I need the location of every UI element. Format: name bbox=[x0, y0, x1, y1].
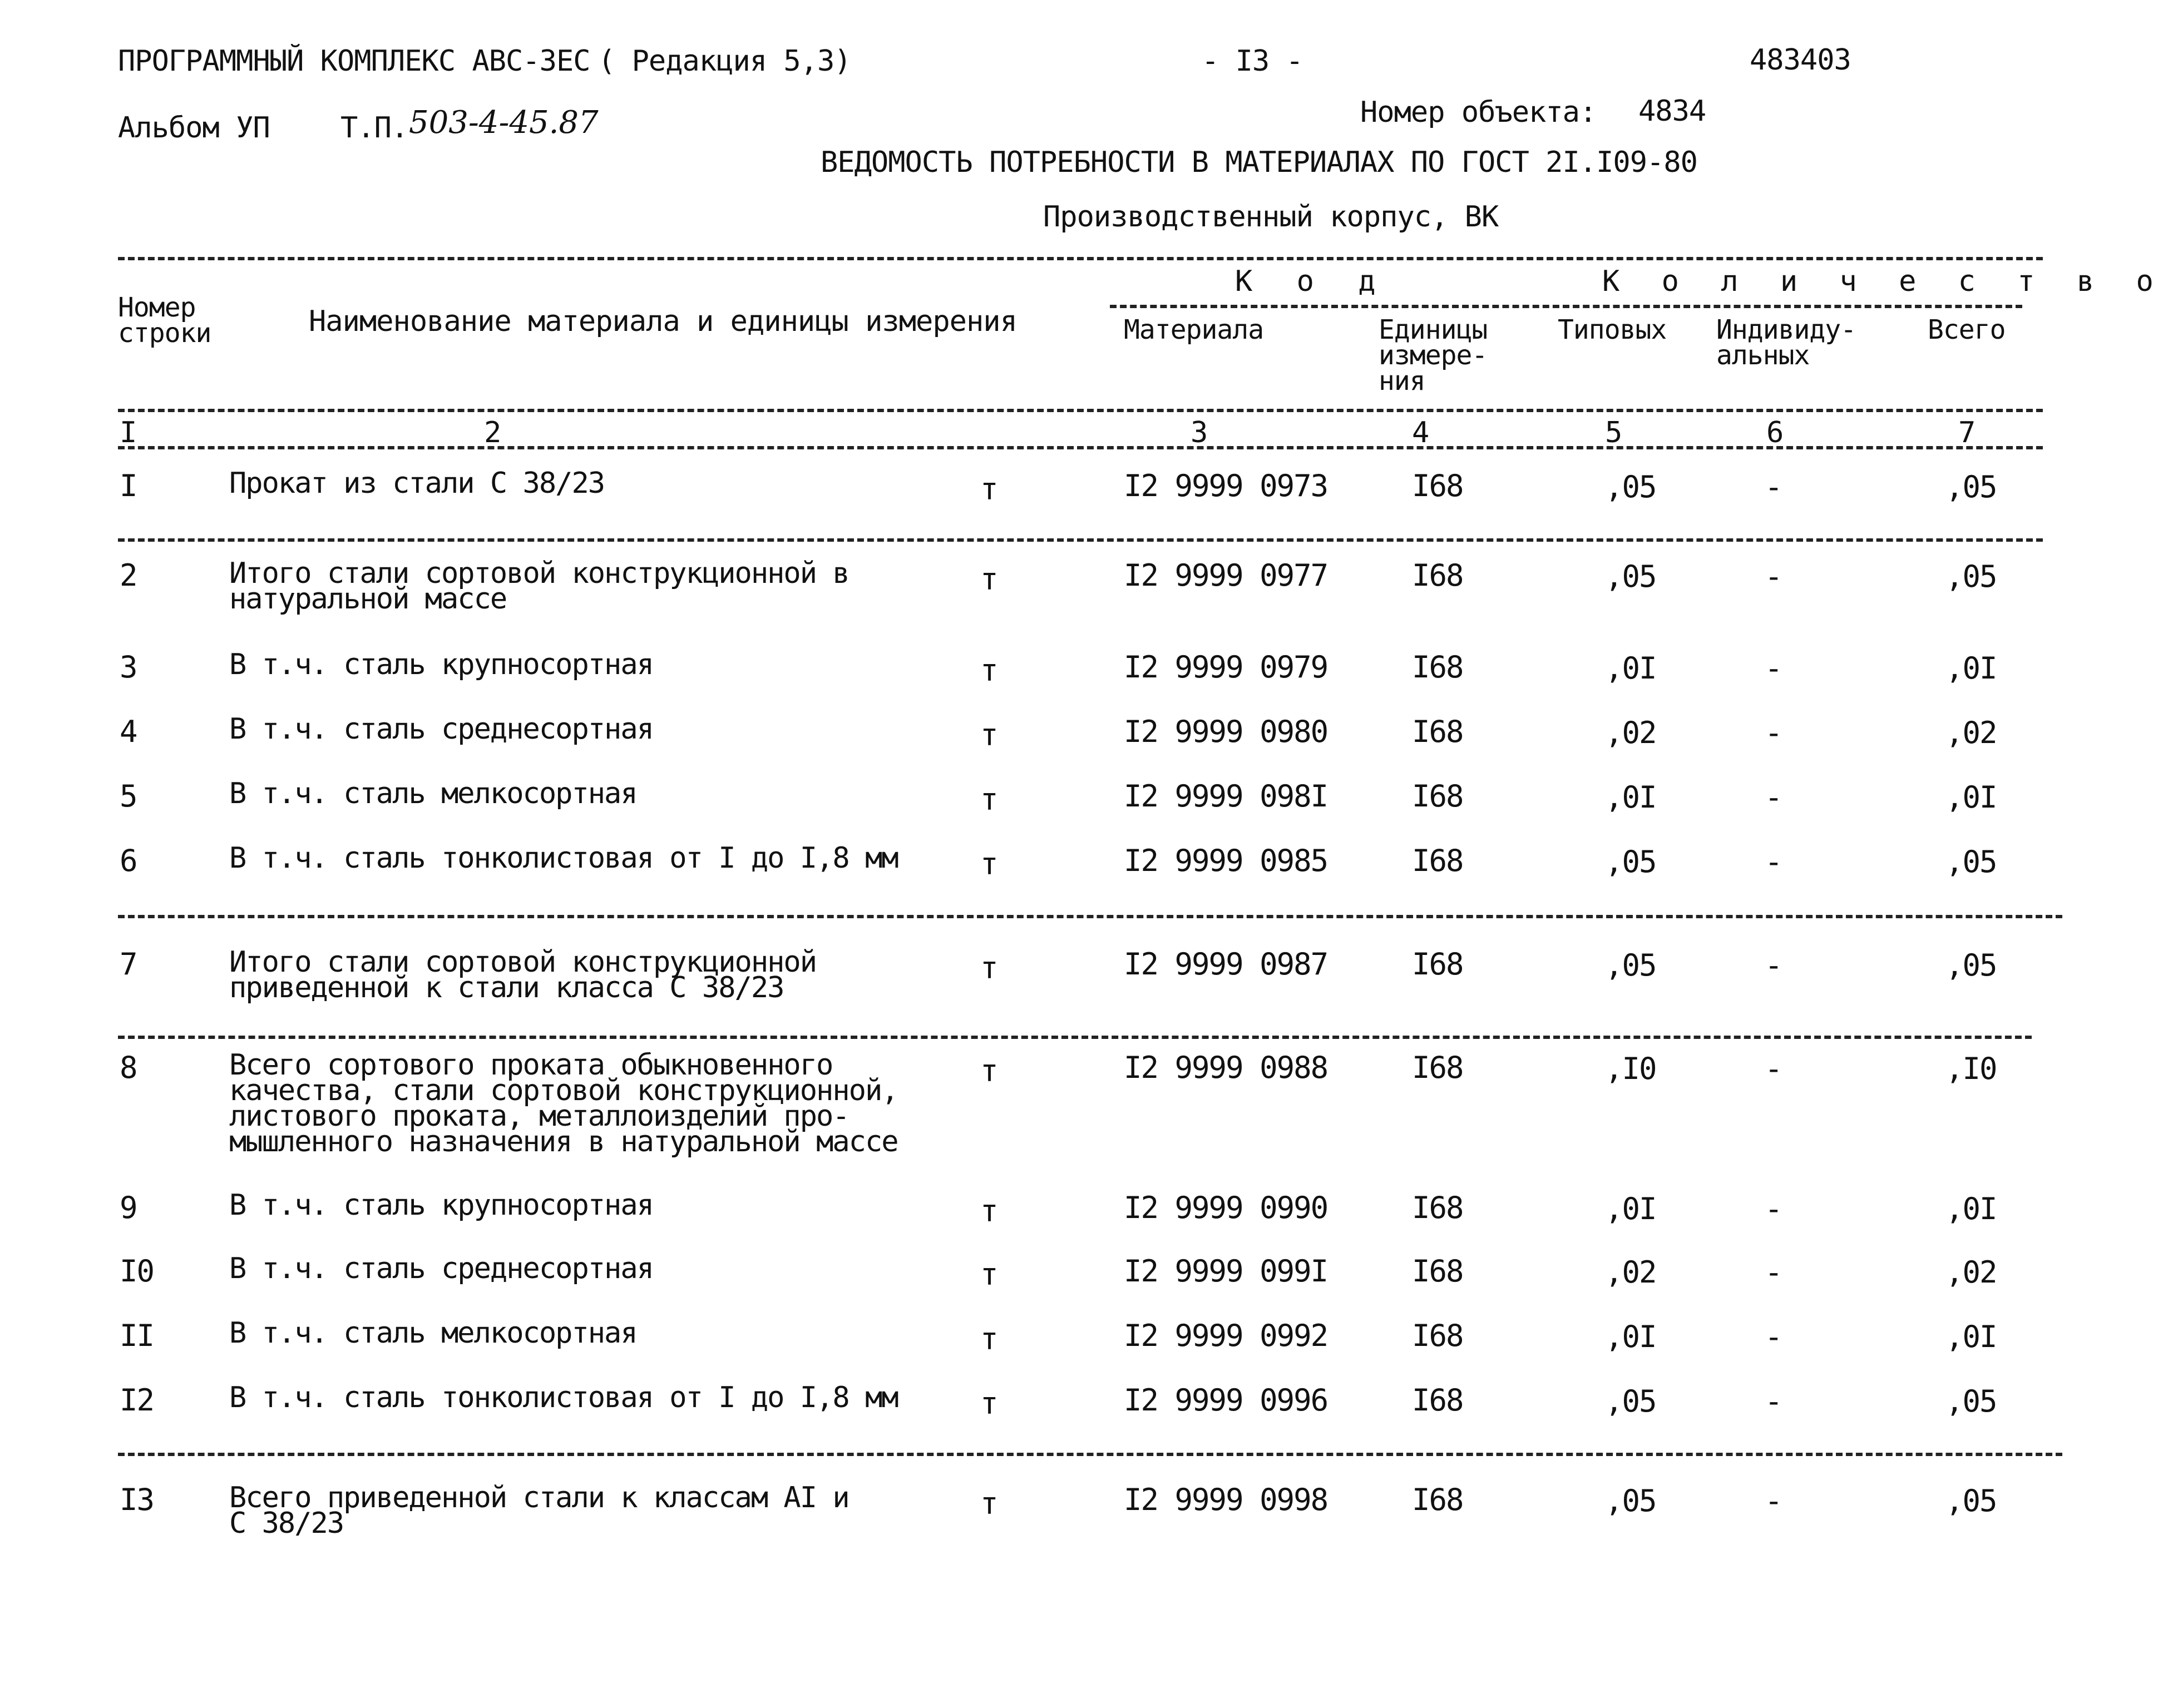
row-11-material-code: I2 9999 0992 bbox=[1124, 1318, 1328, 1353]
col-quantity-group: К о л и ч е с т в о bbox=[1602, 265, 2166, 298]
row-1-unit-code: I68 bbox=[1412, 468, 1463, 503]
group-rule-3 bbox=[118, 1036, 2032, 1039]
row-12-total: ,05 bbox=[1945, 1384, 1997, 1419]
row-8-material-code: I2 9999 0988 bbox=[1124, 1050, 1328, 1085]
row-1-typical: ,05 bbox=[1605, 469, 1656, 504]
row-4-total: ,02 bbox=[1945, 715, 1997, 750]
row-10-number: I0 bbox=[120, 1254, 154, 1289]
row-10-unit-code: I68 bbox=[1412, 1254, 1463, 1289]
col-num-7: 7 bbox=[1958, 416, 1976, 449]
col-material-code: Материала bbox=[1124, 314, 1264, 345]
row-3-typical: ,0I bbox=[1605, 651, 1656, 686]
row-6-material-code: I2 9999 0985 bbox=[1124, 843, 1328, 878]
album-label: Альбом УП bbox=[118, 111, 270, 145]
row-11-unit: т bbox=[980, 1321, 997, 1357]
row-3-name: В т.ч. сталь крупносортная bbox=[229, 648, 653, 681]
row-5-unit: т bbox=[980, 782, 997, 817]
row-5-name: В т.ч. сталь мелкосортная bbox=[229, 777, 637, 810]
row-5-individual: - bbox=[1765, 780, 1782, 815]
column-number-rule bbox=[118, 446, 2043, 449]
row-6-name: В т.ч. сталь тонколистовая от I до I,8 мм bbox=[229, 841, 898, 875]
row-12-name: В т.ч. сталь тонколистовая от I до I,8 мм bbox=[229, 1381, 898, 1414]
page-number: - I3 - bbox=[1202, 44, 1303, 78]
row-12-individual: - bbox=[1765, 1384, 1782, 1419]
subheader-rule bbox=[1110, 305, 2022, 308]
col-num-2: 2 bbox=[484, 416, 501, 449]
row-8-individual: - bbox=[1765, 1051, 1782, 1086]
row-9-total: ,0I bbox=[1945, 1191, 1997, 1226]
row-2-number: 2 bbox=[120, 558, 137, 593]
col-num-3: 3 bbox=[1191, 416, 1208, 449]
row-6-individual: - bbox=[1765, 844, 1782, 879]
col-material-name: Наименование материала и единицы измерения bbox=[309, 305, 1017, 338]
row-1-total: ,05 bbox=[1945, 469, 1997, 504]
row-6-total: ,05 bbox=[1945, 844, 1997, 879]
row-13-name: Всего приведенной стали к классам АI и С 38/23 bbox=[229, 1481, 849, 1540]
row-2-material-code: I2 9999 0977 bbox=[1124, 558, 1328, 593]
row-8-unit: т bbox=[980, 1053, 997, 1088]
col-total: Всего bbox=[1928, 314, 2006, 345]
group-rule-1 bbox=[118, 538, 2043, 542]
row-11-number: II bbox=[120, 1318, 154, 1353]
col-unit-code: Единицы измере- ния bbox=[1379, 314, 1488, 397]
row-9-individual: - bbox=[1765, 1191, 1782, 1226]
row-8-total: ,I0 bbox=[1945, 1051, 1997, 1086]
row-9-typical: ,0I bbox=[1605, 1191, 1656, 1226]
group-rule-2 bbox=[118, 915, 2062, 918]
row-11-unit-code: I68 bbox=[1412, 1318, 1463, 1353]
row-4-typical: ,02 bbox=[1605, 715, 1656, 750]
row-10-material-code: I2 9999 099I bbox=[1124, 1254, 1328, 1289]
row-11-individual: - bbox=[1765, 1319, 1782, 1354]
row-12-unit-code: I68 bbox=[1412, 1383, 1463, 1418]
row-6-unit-code: I68 bbox=[1412, 843, 1463, 878]
row-7-name: Итого стали сортовой конструкционной приведенной к стали класса С 38/23 bbox=[229, 945, 817, 1004]
row-4-material-code: I2 9999 0980 bbox=[1124, 714, 1328, 749]
row-1-unit: т bbox=[980, 472, 997, 507]
row-11-typical: ,0I bbox=[1605, 1319, 1656, 1354]
row-7-typical: ,05 bbox=[1605, 948, 1656, 983]
row-3-total: ,0I bbox=[1945, 651, 1997, 686]
row-1-name: Прокат из стали С 38/23 bbox=[229, 467, 605, 500]
row-10-unit: т bbox=[980, 1257, 997, 1292]
row-13-number: I3 bbox=[120, 1482, 154, 1517]
row-7-unit: т bbox=[980, 950, 997, 986]
row-2-unit-code: I68 bbox=[1412, 558, 1463, 593]
program-name: ПРОГРАММНЫЙ КОМПЛЕКС АВС-ЗЕС bbox=[118, 44, 590, 78]
row-2-individual: - bbox=[1765, 559, 1782, 594]
row-5-total: ,0I bbox=[1945, 780, 1997, 815]
col-num-1: I bbox=[120, 416, 137, 449]
row-9-name: В т.ч. сталь крупносортная bbox=[229, 1189, 653, 1222]
edition-label: ( Редакция 5,3) bbox=[598, 44, 851, 78]
row-11-total: ,0I bbox=[1945, 1319, 1997, 1354]
row-8-typical: ,I0 bbox=[1605, 1051, 1656, 1086]
row-8-name: Всего сортового проката обыкновенного качества, стали сортовой конструкционной, листового проката, металлоизделий про- мышленного назначения в натуральной массе bbox=[229, 1048, 898, 1159]
row-5-material-code: I2 9999 098I bbox=[1124, 779, 1328, 814]
row-3-unit: т bbox=[980, 653, 997, 688]
row-7-individual: - bbox=[1765, 948, 1782, 983]
row-2-unit: т bbox=[980, 562, 997, 597]
row-4-unit: т bbox=[980, 717, 997, 752]
row-9-material-code: I2 9999 0990 bbox=[1124, 1190, 1328, 1225]
document-number: 483403 bbox=[1750, 43, 1851, 77]
row-3-unit-code: I68 bbox=[1412, 650, 1463, 685]
row-6-unit: т bbox=[980, 846, 997, 882]
col-row-number: Номер строки bbox=[118, 292, 211, 349]
col-typical: Типовых bbox=[1558, 314, 1667, 345]
row-8-number: 8 bbox=[120, 1050, 137, 1085]
row-2-typical: ,05 bbox=[1605, 559, 1656, 594]
row-10-name: В т.ч. сталь среднесортная bbox=[229, 1252, 653, 1285]
row-13-total: ,05 bbox=[1945, 1483, 1997, 1518]
row-7-number: 7 bbox=[120, 947, 137, 982]
row-4-unit-code: I68 bbox=[1412, 714, 1463, 749]
page-title: ВЕДОМОСТЬ ПОТРЕБНОСТИ В МАТЕРИАЛАХ ПО ГОСТ 2I.I09-80 bbox=[821, 146, 1697, 179]
col-num-5: 5 bbox=[1605, 416, 1622, 449]
row-12-number: I2 bbox=[120, 1383, 154, 1418]
row-13-individual: - bbox=[1765, 1483, 1782, 1518]
row-2-name: Итого стали сортовой конструкционной в натуральной массе bbox=[229, 557, 849, 616]
header-rule bbox=[118, 409, 2043, 412]
row-13-typical: ,05 bbox=[1605, 1483, 1656, 1518]
row-3-individual: - bbox=[1765, 651, 1782, 686]
row-9-number: 9 bbox=[120, 1190, 137, 1225]
row-10-individual: - bbox=[1765, 1255, 1782, 1290]
table-top-rule bbox=[118, 257, 2043, 260]
row-6-number: 6 bbox=[120, 843, 137, 878]
object-number: 4834 bbox=[1638, 95, 1706, 128]
row-1-number: I bbox=[120, 468, 137, 503]
row-11-name: В т.ч. сталь мелкосортная bbox=[229, 1316, 637, 1350]
row-4-name: В т.ч. сталь среднесортная bbox=[229, 712, 653, 746]
row-13-material-code: I2 9999 0998 bbox=[1124, 1482, 1328, 1517]
row-12-typical: ,05 bbox=[1605, 1384, 1656, 1419]
col-num-4: 4 bbox=[1412, 416, 1429, 449]
row-12-material-code: I2 9999 0996 bbox=[1124, 1383, 1328, 1418]
col-num-6: 6 bbox=[1766, 416, 1784, 449]
group-rule-4 bbox=[118, 1453, 2062, 1456]
tp-value: 503-4-45.87 bbox=[409, 105, 599, 141]
row-3-material-code: I2 9999 0979 bbox=[1124, 650, 1328, 685]
row-13-unit-code: I68 bbox=[1412, 1482, 1463, 1517]
row-8-unit-code: I68 bbox=[1412, 1050, 1463, 1085]
object-label: Номер объекта: bbox=[1360, 96, 1597, 129]
row-10-typical: ,02 bbox=[1605, 1255, 1656, 1290]
row-9-unit: т bbox=[980, 1194, 997, 1229]
row-9-unit-code: I68 bbox=[1412, 1190, 1463, 1225]
row-3-number: 3 bbox=[120, 650, 137, 685]
row-6-typical: ,05 bbox=[1605, 844, 1656, 879]
row-4-number: 4 bbox=[120, 714, 137, 749]
row-13-unit: т bbox=[980, 1486, 997, 1521]
row-7-material-code: I2 9999 0987 bbox=[1124, 947, 1328, 982]
row-7-total: ,05 bbox=[1945, 948, 1997, 983]
col-individual: Индивиду- альных bbox=[1716, 314, 1856, 371]
row-5-typical: ,0I bbox=[1605, 780, 1656, 815]
row-7-unit-code: I68 bbox=[1412, 947, 1463, 982]
page-subtitle: Производственный корпус, ВК bbox=[1043, 200, 1499, 234]
row-2-total: ,05 bbox=[1945, 559, 1997, 594]
row-4-individual: - bbox=[1765, 715, 1782, 750]
row-1-individual: - bbox=[1765, 469, 1782, 504]
row-5-unit-code: I68 bbox=[1412, 779, 1463, 814]
tp-label: Т.П. bbox=[340, 111, 408, 145]
row-10-total: ,02 bbox=[1945, 1255, 1997, 1290]
row-5-number: 5 bbox=[120, 779, 137, 814]
col-code-group: К о д bbox=[1235, 265, 1389, 298]
row-12-unit: т bbox=[980, 1386, 997, 1421]
row-1-material-code: I2 9999 0973 bbox=[1124, 468, 1328, 503]
